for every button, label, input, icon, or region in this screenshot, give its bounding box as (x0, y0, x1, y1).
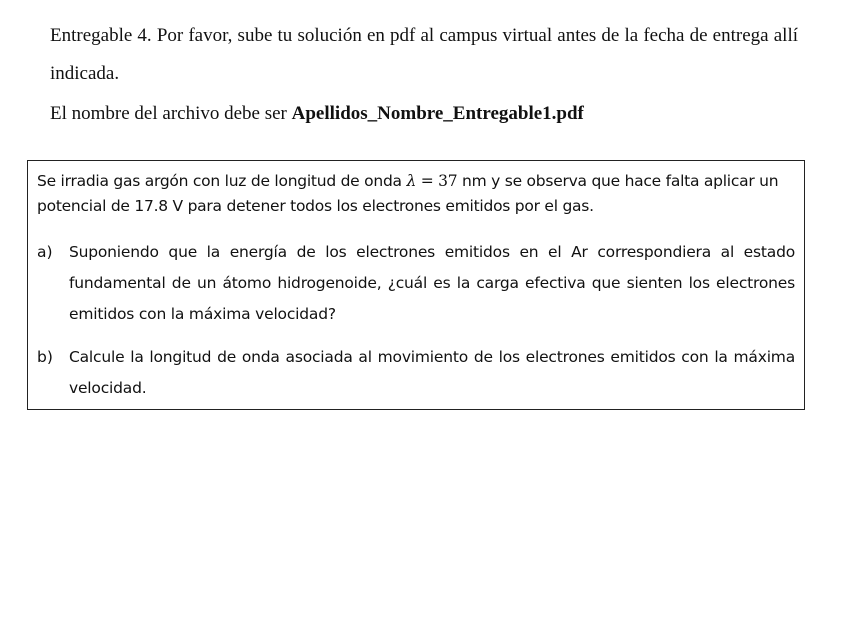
instructions-text: Entregable 4. Por favor, sube tu solución en pdf al campus virtual antes de la fecha de entrega allí indicada. (50, 25, 798, 84)
question-a (37, 237, 795, 330)
question-b (37, 342, 795, 404)
statement-part2: nm y se observa que hace falta aplicar un potencial de 17.8 V para detener todos los electrones emitidos por el gas. (37, 172, 779, 215)
statement-part1: Se irradia gas argón con luz de longitud de onda (37, 172, 407, 190)
question-b-text: Calcule la longitud de onda asociada al movimiento de los electrones emitidos con la máxima velocidad. (69, 348, 795, 397)
question-b-label: b) (37, 348, 53, 366)
problem-statement (37, 169, 795, 219)
filename-instruction (50, 102, 798, 126)
question-a-text: Suponiendo que la energía de los electrones emitidos en el Ar correspondiera al estado fundamental de un átomo hidrogenoide, ¿cuál es la carga efectiva que sienten los electrones emitidos con la máxima velocidad? (69, 243, 795, 323)
instructions (50, 17, 798, 126)
wavelength-value: = 37 (416, 172, 458, 190)
filename-prefix: El nombre del archivo debe ser (50, 103, 292, 124)
problem-box (27, 160, 805, 410)
required-filename: Apellidos_Nombre_Entregable1.pdf (291, 103, 584, 124)
lambda-symbol: λ (406, 172, 417, 190)
question-a-label: a) (37, 243, 53, 261)
